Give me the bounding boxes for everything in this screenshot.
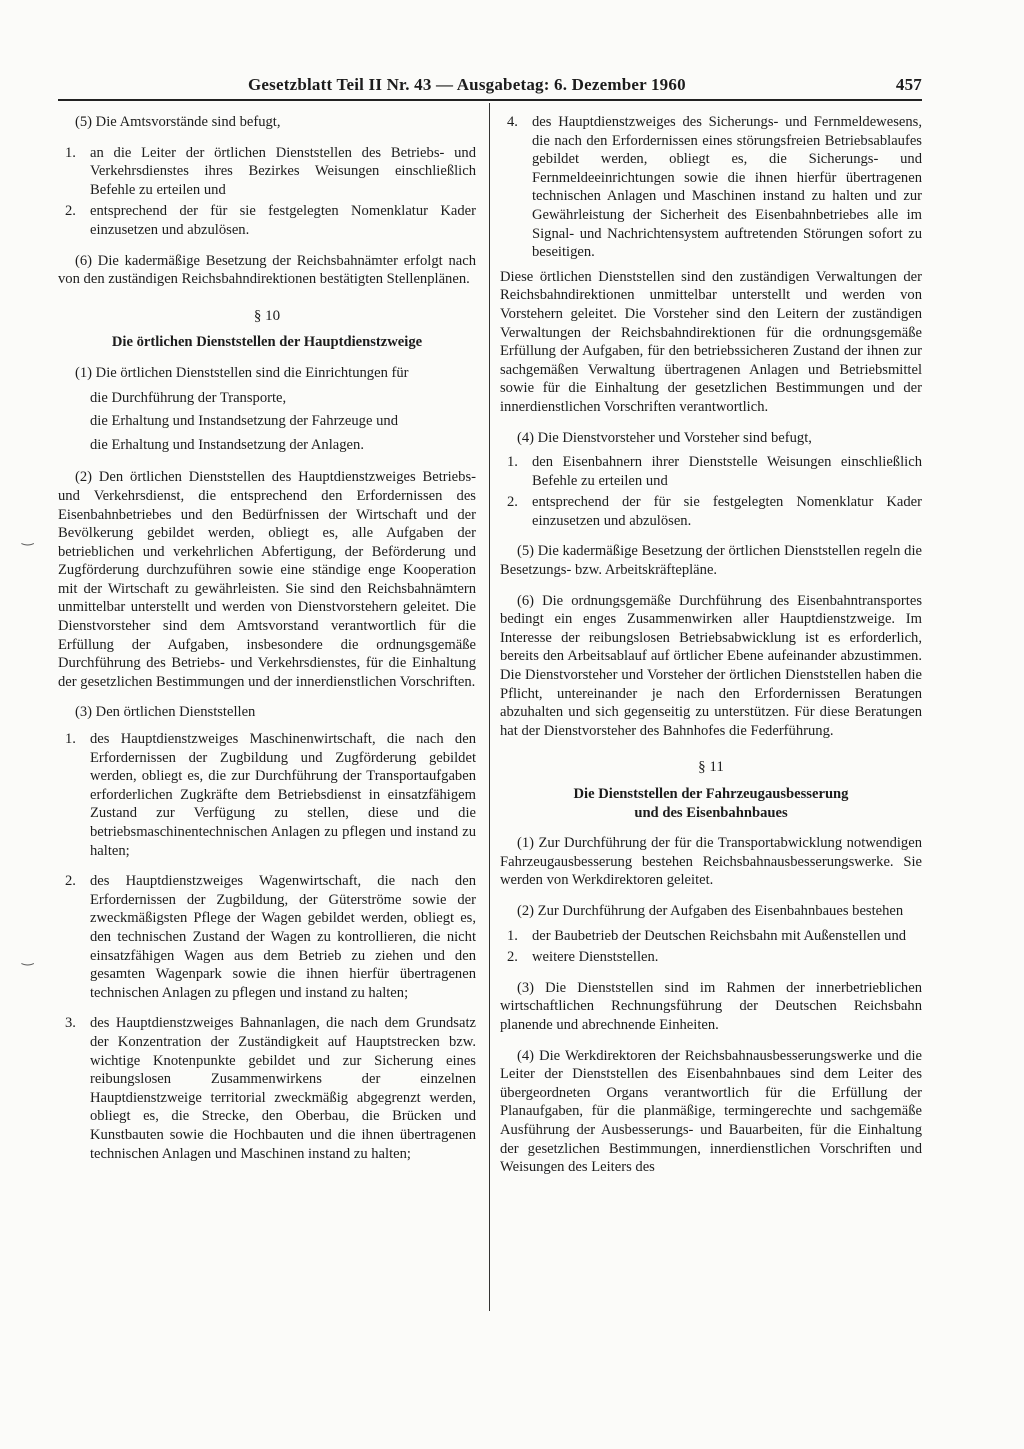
list-item bbox=[500, 493, 922, 530]
list-item bbox=[500, 927, 922, 946]
list-text: der Baubetrieb der Deutschen Reichsbahn mit Außenstellen und bbox=[532, 927, 907, 944]
right-column bbox=[500, 113, 922, 1189]
paragraph: (5) Die kadermäßige Besetzung der örtlichen Dienststellen regeln die Besetzungs- bzw. Arbeitskräftepläne. bbox=[500, 543, 922, 579]
section-heading bbox=[500, 785, 922, 822]
list-text: entsprechend der für sie festgelegten Nomenklatur Kader einzusetzen und abzulösen. bbox=[90, 203, 476, 238]
list-item bbox=[58, 730, 476, 860]
left-column bbox=[58, 113, 476, 1166]
margin-mark: ‿ bbox=[22, 531, 34, 546]
paragraph: (2) Den örtlichen Dienststellen des Hauptdienstzweiges Betriebs- und Verkehrsdienst, die entsprechend den Erfordernissen des Eisenbahnbetriebes und den Bedürfnissen der Wirtschaft und der Bevölkerung gebildet werden, obliegt es, alle Aufgaben der betrieblichen und verkehrlichen Abfertigung, der Beförderung und Zugförderung durchzuführen sowie eine ständige enge Kooperation mit der Wirtschaft zu gewährleisten. Sie sind den Reichsbahnämtern unmittelbar unterstellt und werden von Dienstvorstehern geleitet. Die Dienstvorsteher sind dem Amtsvorstand verantwortlich für die Erfüllung der Aufgaben, insbesondere die ordnungsgemäße Durchführung des Betriebs- und Verkehrsdienstes, für die Einhaltung der gesetzlichen Bestimmungen und der innerdienstlichen Vorschriften. bbox=[58, 469, 476, 690]
section-heading: Die örtlichen Dienststellen der Hauptdienstzweige bbox=[111, 334, 423, 351]
list-number: 1. bbox=[507, 454, 518, 471]
paragraph: Diese örtlichen Dienststellen sind den zuständigen Verwaltungen der Reichsbahndirektionen unmittelbar unterstellt und werden von Vorstehern geleitet. Die Vorsteher sind den Leitern der zuständigen Verwaltungen der Reichsbahndirektionen für die ordnungsgemäße Erfüllung der Aufgaben, für den betriebssicheren Zustand der ihnen zur sachgemäßen Verwaltung übertragenen Anlagen und Betriebsmittel sowie für die Einhaltung der gesetzlichen Bestimmungen und der innerdienstlichen Vorschriften verantwortlich. bbox=[500, 268, 922, 415]
list-item bbox=[500, 948, 922, 967]
list-item bbox=[500, 113, 922, 262]
list-item bbox=[58, 202, 476, 239]
paragraph: (4) Die Dienstvorsteher und Vorsteher sind befugt, bbox=[517, 429, 812, 446]
section-heading-line: Die Dienststellen der Fahrzeugausbesserung bbox=[573, 786, 849, 802]
paragraph: (3) Die Dienststellen sind im Rahmen der innerbetrieblichen wirtschaftlichen Rechnungsführung der Deutschen Reichsbahn planende und abrechnende Einheiten. bbox=[500, 979, 922, 1033]
paragraph: (6) Die ordnungsgemäße Durchführung des Eisenbahntransportes bedingt ein enges Zusammenwirken aller Hauptdienstzweige. Im Interesse der reibungslosen Betriebsabwicklung ist es erforderlich, bereits den Arbeitsablauf auf örtlicher Ebene aufeinander abzustimmen. Die Dienstvorsteher und Vorsteher der örtlichen Dienststellen haben die Pflicht, untereinander je nach den Erfordernissen Beratungen abzuhalten und sich gegenseitig zu unterstützen. Für diese Beratungen hat der Dienstvorsteher des Bahnhofes die Federführung. bbox=[500, 592, 922, 739]
list-line: die Durchführung der Transporte, bbox=[90, 389, 287, 406]
paragraph: (2) Zur Durchführung der Aufgaben des Eisenbahnbaues bestehen bbox=[517, 902, 904, 919]
list-text: des Hauptdienstzweiges Wagenwirtschaft, die nach den Erfordernissen der Zugbildung, der Güterströme sowie der zweckmäßigsten Pflege der Wagen gebildet werden, obliegt es, den technischen Zustand der Wagen zu kontrollieren, die nicht einsatzfähigen Wagen aus dem Betrieb zu ziehen und den gesamten Wagenpark sowie die ihnen hierfür übertragenen technischen Anlagen zu pflegen und instand zu halten; bbox=[90, 873, 476, 1001]
paragraph: (1) Zur Durchführung der für die Transportabwicklung notwendigen Fahrzeugausbesserung bestehen Reichsbahnausbesserungswerke. Sie werden von Werkdirektoren geleitet. bbox=[500, 835, 922, 889]
list-text: an die Leiter der örtlichen Dienststellen des Betriebs- und Verkehrsdienstes ihres Bezirkes Weisungen einschließlich Befehle zu erteilen und bbox=[90, 144, 476, 198]
page-number: 457 bbox=[895, 75, 922, 94]
list-text: den Eisenbahnern ihrer Dienststelle Weisungen einschließlich Befehle zu erteilen und bbox=[532, 454, 922, 489]
paragraph: (3) Den örtlichen Dienststellen bbox=[75, 704, 256, 721]
list-line: die Erhaltung und Instandsetzung der Anlagen. bbox=[90, 436, 364, 453]
section-number: § 11 bbox=[698, 759, 724, 776]
list-number: 1. bbox=[65, 144, 76, 161]
list-number: 3. bbox=[65, 1015, 76, 1032]
list-text: entsprechend der für sie festgelegten Nomenklatur Kader einzusetzen und abzulösen. bbox=[532, 494, 922, 529]
list-number: 2. bbox=[507, 494, 518, 511]
list-item bbox=[58, 872, 476, 1002]
list-item bbox=[500, 453, 922, 490]
section-number: § 10 bbox=[253, 307, 281, 324]
paragraph: (1) Die örtlichen Dienststellen sind die Einrichtungen für bbox=[75, 364, 409, 381]
section-heading-line: und des Eisenbahnbaues bbox=[634, 804, 788, 821]
list-number: 2. bbox=[507, 949, 518, 966]
list-number: 2. bbox=[65, 873, 76, 890]
column-divider bbox=[489, 103, 490, 1311]
list-number: 1. bbox=[65, 731, 76, 748]
list-number: 2. bbox=[65, 203, 76, 220]
list-text: des Hauptdienstzweiges Bahnanlagen, die nach dem Grundsatz der Konzentration der Zuständigkeit auf Hauptstrecken bzw. wichtige Knotenpunkte gebildet und zur Sicherung eines reibungslosen Zusammenwirkens der einzelnen Hauptdienstzweige territorial zweckmäßig abgegrenzt werden, obliegt es, die Strecke, den Oberbau, die Brücken und Kunstbauten sowie die Hochbauten und die ihnen übertragenen technischen Anlagen und Maschinen instand zu halten; bbox=[90, 1015, 476, 1162]
list-text: des Hauptdienstzweiges des Sicherungs- und Fernmeldewesens, die nach den Erfordernissen eines störungsfreien Betriebsablaufes gebildet werden, obliegt es, die Sicherungs- und Fernmeldeeinrichtungen sowie die ihnen hierfür übertragenen technischen Anlagen und Maschinen instand zu halten und zur Gewährleistung der Sicherheit des Eisenbahnbetriebes alle im Signal- und Nachrichtensystem auftretenden Störungen sofort zu beseitigen. bbox=[532, 114, 922, 261]
list-number: 4. bbox=[507, 114, 518, 130]
header-title: Gesetzblatt Teil II Nr. 43 — Ausgabetag: 6. Dezember 1960 bbox=[248, 75, 686, 94]
list-number: 1. bbox=[507, 927, 518, 944]
list-item bbox=[58, 1014, 476, 1163]
paragraph: (4) Die Werkdirektoren der Reichsbahnausbesserungswerke und die Leiter der Dienststellen des Eisenbahnbaues sind dem Leiter des übergeordneten Organs verantwortlich für die Erfüllung der Planaufgaben, für die planmäßige, termingerechte und sachgemäße Ausführung der Ausbesserungs- und Bauarbeiten, für die Einhaltung der gesetzlichen Bestimmungen, innerdienstlichen Vorschriften und Weisungen des Leiters des bbox=[500, 1047, 922, 1176]
list-line: die Erhaltung und Instandsetzung der Fahrzeuge und bbox=[90, 413, 399, 430]
paragraph: (5) Die Amtsvorstände sind befugt, bbox=[75, 114, 281, 130]
margin-mark: ‿ bbox=[22, 951, 34, 966]
header-rule bbox=[58, 99, 922, 101]
list-text: des Hauptdienstzweiges Maschinenwirtschaft, die nach den Erfordernissen der Zugbildung und Zugförderung gebildet werden, obliegt es, die zur Durchführung der Transportaufgaben erforderlichen Zugkräfte dem Betriebsdienst in einsatzfähigem Zustand zur Verfügung zu stellen, diese und die betriebsmaschinentechnischen Anlagen zu pflegen und instand zu halten; bbox=[90, 731, 476, 859]
paragraph: (6) Die kadermäßige Besetzung der Reichsbahnämter erfolgt nach von den zuständigen Reichsbahndirektionen bestätigten Stellenplänen. bbox=[58, 252, 476, 288]
list-item bbox=[58, 144, 476, 200]
list-text: weitere Dienststellen. bbox=[532, 949, 659, 966]
